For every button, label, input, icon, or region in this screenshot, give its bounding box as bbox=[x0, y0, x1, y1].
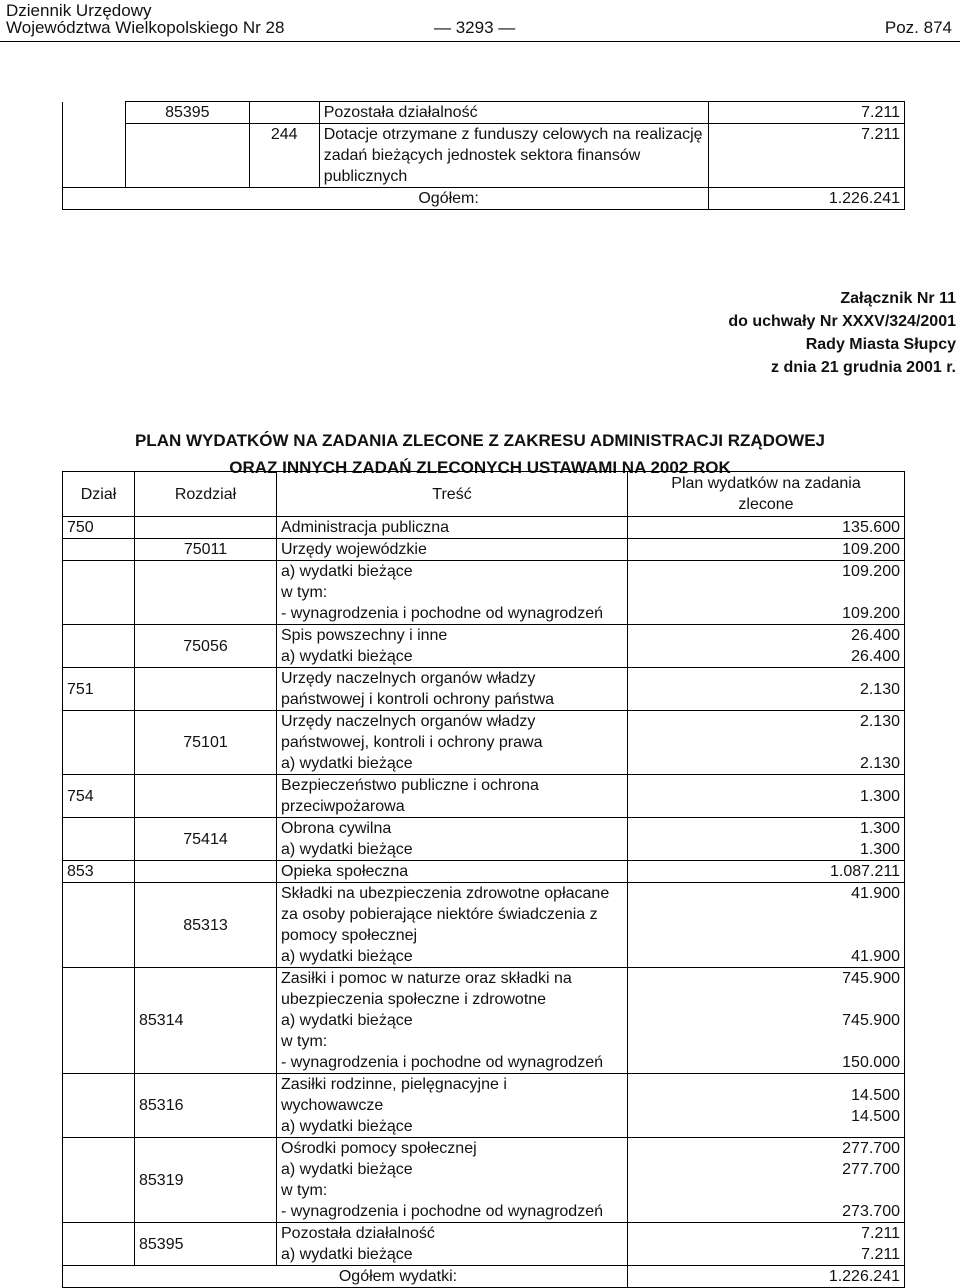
header-rule bbox=[0, 41, 960, 42]
table-row bbox=[63, 1138, 905, 1223]
rozdzial-cell: 85316 bbox=[135, 1074, 277, 1138]
total-row bbox=[63, 188, 905, 210]
table-row bbox=[63, 883, 905, 968]
amount-cell: 135.600 bbox=[628, 517, 905, 539]
title-line-2: ORAZ INNYCH ZADAŃ ZLECONYCH USTAWAMI NA 2002 ROK bbox=[229, 458, 731, 477]
amount-cell: 1.300 1.300 bbox=[628, 818, 905, 861]
tresc-cell: Bezpieczeństwo publiczne i ochrona przeciwpożarowa bbox=[277, 775, 628, 818]
amount-cell: 41.900 41.900 bbox=[628, 883, 905, 968]
journal-subtitle: Województwa Wielkopolskiego Nr 28 bbox=[6, 18, 285, 37]
total-value: 1.226.241 bbox=[628, 1266, 905, 1288]
amount-cell: 109.200 109.200 bbox=[628, 561, 905, 625]
amount-cell: 109.200 bbox=[628, 539, 905, 561]
journal-title: Dziennik Urzędowy bbox=[6, 1, 152, 20]
annex-council: Rady Miasta Słupcy bbox=[805, 336, 956, 353]
amount-cell: 2.130 bbox=[628, 668, 905, 711]
header-dzial: Dział bbox=[63, 472, 135, 517]
annex-resolution: do uchwały Nr XXXV/324/2001 bbox=[728, 313, 956, 330]
total-row bbox=[63, 1266, 905, 1288]
table-row bbox=[63, 711, 905, 775]
tresc-cell: Urzędy wojewódzkie bbox=[277, 539, 628, 561]
rozdzial-cell: 75056 bbox=[135, 625, 277, 668]
table-row bbox=[63, 1074, 905, 1138]
paragraf-cell: 244 bbox=[249, 124, 319, 188]
previous-annex-table bbox=[62, 101, 905, 210]
header-plan-line1: Plan wydatków na zadania bbox=[671, 475, 861, 492]
tresc-cell: Zasiłki rodzinne, pielęgnacyjne i wychowawcze a) wydatki bieżące bbox=[277, 1074, 628, 1138]
table-row bbox=[63, 861, 905, 883]
amount-cell: 7.211 bbox=[709, 102, 905, 124]
tresc-cell: Ośrodki pomocy społecznej a) wydatki bieżące w tym: - wynagrodzenia i pochodne od wynagrodzeń bbox=[277, 1138, 628, 1223]
page-header bbox=[0, 0, 960, 42]
table-row bbox=[63, 561, 905, 625]
annex-number: Załącznik Nr 11 bbox=[840, 290, 956, 307]
rozdzial-cell: 85395 bbox=[125, 102, 249, 124]
table-row bbox=[63, 517, 905, 539]
dzial-cell: 751 bbox=[63, 668, 135, 711]
tresc-cell: Urzędy naczelnych organów władzy państwowej, kontroli i ochrony prawa a) wydatki bieżące bbox=[277, 711, 628, 775]
table-row bbox=[63, 625, 905, 668]
amount-cell: 26.400 26.400 bbox=[628, 625, 905, 668]
total-label: Ogółem wydatki: bbox=[63, 1266, 628, 1288]
amount-cell: 2.130 2.130 bbox=[628, 711, 905, 775]
header-rozdzial: Rozdział bbox=[135, 472, 277, 517]
tresc-cell: Dotacje otrzymane z funduszy celowych na realizację zadań bieżących jednostek sektora finansów publicznych bbox=[319, 124, 708, 188]
title-line-1: PLAN WYDATKÓW NA ZADANIA ZLECONE Z ZAKRESU ADMINISTRACJI RZĄDOWEJ bbox=[134, 431, 826, 450]
dzial-cell: 754 bbox=[63, 775, 135, 818]
page-number: — 3293 — bbox=[434, 18, 516, 37]
position-number: Poz. 874 bbox=[884, 18, 952, 37]
dzial-cell: 750 bbox=[63, 517, 135, 539]
amount-cell: 7.211 7.211 bbox=[628, 1223, 905, 1266]
rozdzial-cell: 75011 bbox=[135, 539, 277, 561]
rozdzial-cell: 85319 bbox=[135, 1138, 277, 1223]
rozdzial-cell: 85395 bbox=[135, 1223, 277, 1266]
table-row bbox=[63, 968, 905, 1074]
amount-cell: 1.300 bbox=[628, 775, 905, 818]
tresc-cell: Spis powszechny i inne a) wydatki bieżące bbox=[277, 625, 628, 668]
amount-cell: 14.500 14.500 bbox=[628, 1074, 905, 1138]
table-row bbox=[63, 539, 905, 561]
table-row bbox=[63, 1223, 905, 1266]
rozdzial-cell: 85313 bbox=[135, 883, 277, 968]
amount-cell: 745.900 745.900 150.000 bbox=[628, 968, 905, 1074]
tresc-cell: Urzędy naczelnych organów władzy państwowej i kontroli ochrony państwa bbox=[277, 668, 628, 711]
header-tresc: Treść bbox=[277, 472, 628, 517]
tresc-cell: Administracja publiczna bbox=[277, 517, 628, 539]
table-row bbox=[63, 775, 905, 818]
tresc-cell: Składki na ubezpieczenia zdrowotne opłacane za osoby pobierające niektóre świadczenia z pomocy społecznej a) wydatki bieżące bbox=[277, 883, 628, 968]
annex-block bbox=[728, 287, 956, 379]
rozdzial-cell: 85314 bbox=[135, 968, 277, 1074]
table-row bbox=[63, 102, 905, 124]
amount-cell: 7.211 bbox=[709, 124, 905, 188]
table-row bbox=[63, 124, 905, 188]
tresc-cell: Zasiłki i pomoc w naturze oraz składki na ubezpieczenia społeczne i zdrowotne a) wydatki bieżące w tym: - wynagrodzenia i pochodne od wynagrodzeń bbox=[277, 968, 628, 1074]
amount-cell: 277.700 277.700 273.700 bbox=[628, 1138, 905, 1223]
total-value: 1.226.241 bbox=[709, 188, 905, 210]
dzial-cell: 853 bbox=[63, 861, 135, 883]
tresc-cell: Pozostała działalność bbox=[319, 102, 708, 124]
tresc-cell: a) wydatki bieżące w tym: - wynagrodzenia i pochodne od wynagrodzeń bbox=[277, 561, 628, 625]
tresc-cell: Opieka społeczna bbox=[277, 861, 628, 883]
tresc-cell: Obrona cywilna a) wydatki bieżące bbox=[277, 818, 628, 861]
amount-cell: 1.087.211 bbox=[628, 861, 905, 883]
rozdzial-cell: 75414 bbox=[135, 818, 277, 861]
rozdzial-cell: 75101 bbox=[135, 711, 277, 775]
annex-date: z dnia 21 grudnia 2001 r. bbox=[771, 359, 956, 376]
tresc-cell: Pozostała działalność a) wydatki bieżące bbox=[277, 1223, 628, 1266]
total-label: Ogółem: bbox=[63, 188, 709, 210]
table-row bbox=[63, 818, 905, 861]
table-header-row bbox=[63, 472, 905, 517]
expenditure-table bbox=[62, 471, 905, 1288]
header-plan-line2: zlecone bbox=[738, 496, 794, 513]
header-plan bbox=[628, 472, 905, 517]
table-row bbox=[63, 668, 905, 711]
